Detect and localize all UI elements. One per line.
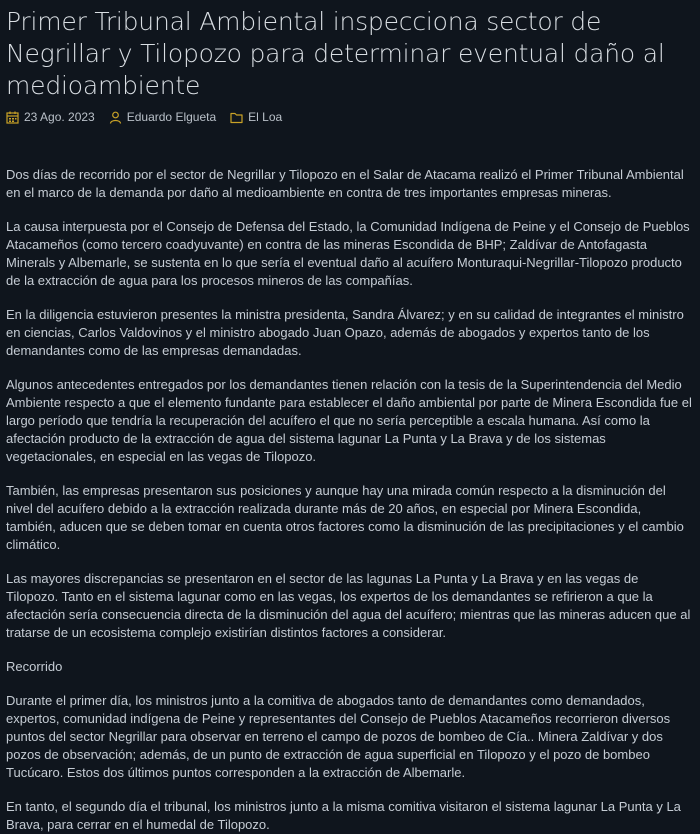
article-title: Primer Tribunal Ambiental inspecciona sector de Negrillar y Tilopozo para determinar eventual daño al medioambiente [6, 7, 665, 100]
user-icon [109, 111, 122, 124]
paragraph: En la diligencia estuvieron presentes la ministra presidenta, Sandra Álvarez; y en su calidad de integrantes el ministro en ciencias, Carlos Valdovinos y el ministro abogado Juan Opazo, además de abogados y expertos tanto de los demandantes como de las empresas demandadas. [6, 307, 684, 358]
calendar-icon [6, 111, 19, 124]
author-link[interactable]: Eduardo Elgueta [126, 110, 217, 124]
section-heading: Recorrido [6, 659, 63, 674]
article-body [6, 166, 692, 834]
meta-date [6, 110, 95, 124]
meta-category[interactable] [230, 110, 282, 124]
article-meta [6, 110, 692, 124]
date-text: 23 Ago. 2023 [24, 110, 95, 124]
folder-icon [230, 111, 243, 124]
paragraph: En tanto, el segundo día el tribunal, los ministros junto a la misma comitiva visitaron el sistema lagunar La Punta y La Brava, para cerrar en el humedal de Tilopozo. [6, 799, 681, 832]
paragraph: Durante el primer día, los ministros junto a la comitiva de abogados tanto de demandantes como demandados, expertos, comunidad indígena de Peine y representantes del Consejo de Pueblos Atacameños recorrieron diversos puntos del sector Negrillar para observar en terreno el campo de pozos de bombeo de Cía.. Minera Zaldívar y dos pozos de observación; además, de un punto de extracción de agua superficial en Tilopozo y el pozo de bombeo Tucúcaro. Estos dos últimos puntos corresponden a la extracción de Albemarle. [6, 693, 671, 780]
paragraph: También, las empresas presentaron sus posiciones y aunque hay una mirada común respecto a la disminución del nivel del acuífero debido a la extracción realizada durante más de 20 años, en especial por Minera Escondida, también, aducen que se deben tomar en cuenta otros factores como la disminución de las precipitaciones y el cambio climático. [6, 483, 684, 552]
category-link[interactable]: El Loa [248, 110, 283, 124]
paragraph: La causa interpuesta por el Consejo de Defensa del Estado, la Comunidad Indígena de Peine y el Consejo de Pueblos Atacameños (como tercero coadyuvante) en contra de las mineras Escondida de BHP; Zaldívar de Antofagasta Minerals y Albemarle, se sustenta en lo que sería el eventual daño al acuífero Monturaqui-Negrillar-Tilopozo producto de la extracción de agua para los procesos mineros de las compañías. [6, 219, 690, 288]
paragraph: Las mayores discrepancias se presentaron en el sector de las lagunas La Punta y La Brava y en las vegas de Tilopozo. Tanto en el sistema lagunar como en las vegas, los expertos de los demandantes se refirieron a que la afectación sería consecuencia directa de la disminución del agua del acuífero; mientras que las mineras aducen que al tratarse de un ecosistema complejo existirían distintos factores a considerar. [6, 571, 691, 640]
meta-author[interactable] [109, 110, 216, 124]
paragraph: Dos días de recorrido por el sector de Negrillar y Tilopozo en el Salar de Atacama realizó el Primer Tribunal Ambiental en el marco de la demanda por daño al medioambiente en contra de tres importantes empresas mineras. [6, 167, 684, 200]
paragraph: Algunos antecedentes entregados por los demandantes tienen relación con la tesis de la Superintendencia del Medio Ambiente respecto a que el elemento fundante para establecer el daño ambiental por parte de Minera Escondida fue el largo período que tendría la recuperación del acuífero el que no sería perceptible a escala humana. Así como la afectación producto de la extracción de agua del sistema lagunar La Punta y La Brava y de los sistemas vegetacionales, en especial en las vegas de Tilopozo. [6, 377, 692, 464]
